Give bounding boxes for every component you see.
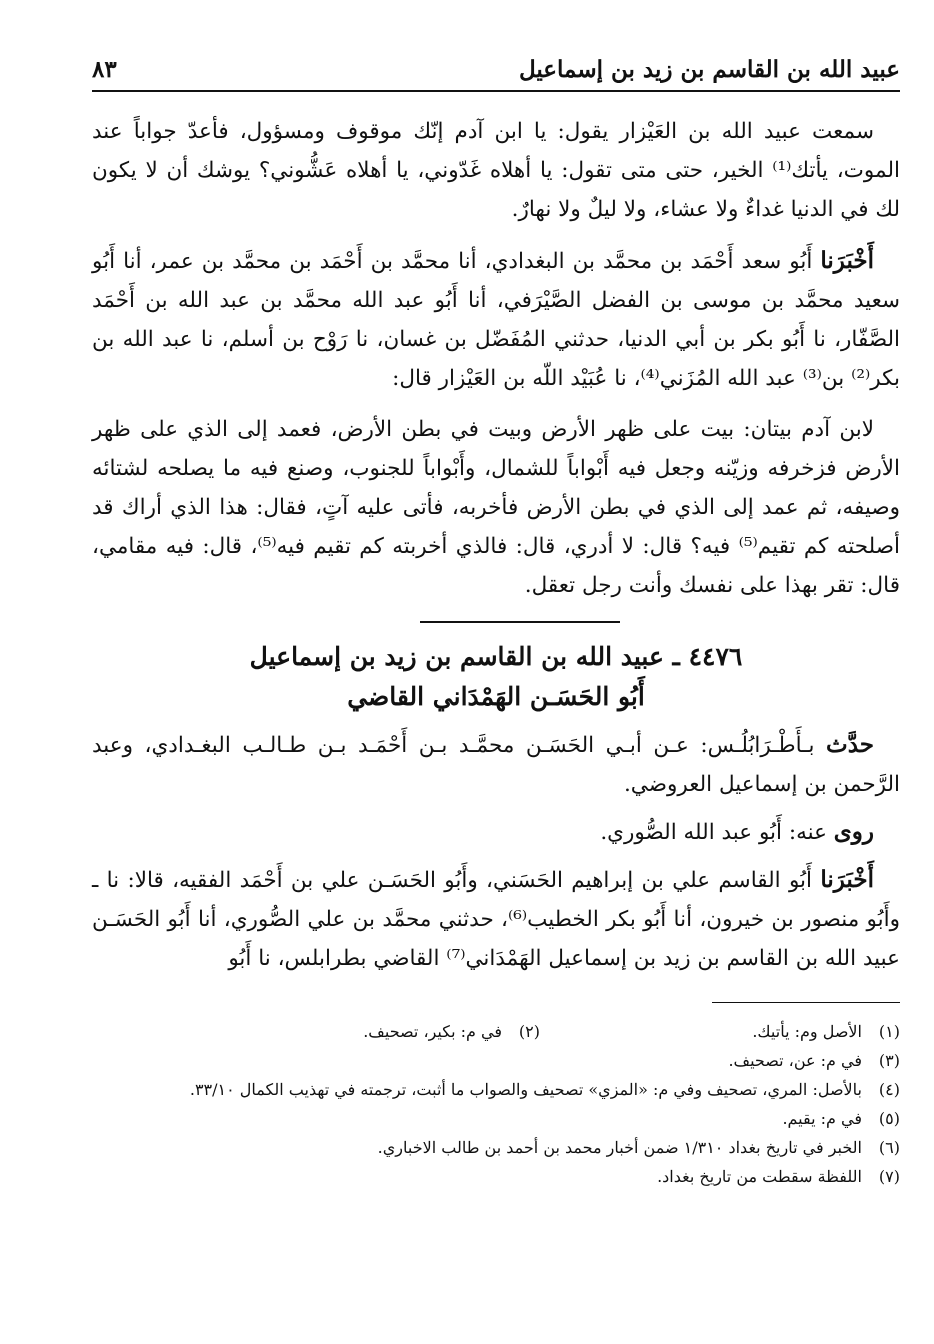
footnote [92, 1104, 900, 1133]
running-title: عبيد الله بن القاسم بن زيد بن إسماعيل [518, 56, 900, 83]
paragraph-hadath [92, 725, 900, 804]
paragraph-text: بـأَطْـرَابُلُـس: عـن أبـي الحَسَـن محمَّـد بـن أَحْمَـد بـن طـالـب البغـدادي، وعبد الرَّحمن بن إسماعيل العروضي. [92, 733, 900, 797]
footnote-text: في م: يقيم. [782, 1109, 862, 1128]
footnote-text: في م: بكير، تصحيف. [363, 1022, 502, 1041]
page-number: ٨٣ [92, 56, 117, 83]
paragraph-text: لابن آدم بيتان: بيت على ظهر الأرض وبيت في بطن الأرض، فعمد إلى الذي على ظهر الأرض فزخرفه وزيّنه وجعل فيه أَبْواباً للشمال، وأَبْواباً للجنوب، وصنع فيه ما يصلحه لشتائه وصيفه، ثم عمد إلى الذي في بطن الأرض فأخربه، فأتى عليه آتٍ، فقال: هذا الذي أراك قد أصلحته كم تقيم⁽⁵⁾ فيه؟ قال: لا أدري، قال: فالذي أخربته كم تقيم فيه⁽⁵⁾، قال: فيه مقامي، قال: تقر بهذا على نفسك وأنت رجل تعقل. [92, 417, 901, 598]
footnote-number: (٧) [878, 1167, 900, 1186]
entry-heading: ٤٤٧٦ ـ عبيد الله بن القاسم بن زيد بن إسماعيل [249, 642, 743, 671]
footnote-text: الخبر في تاريخ بغداد ١/٣١٠ ضمن أخبار محمد بن أحمد بن طالب الاخباري. [377, 1138, 862, 1157]
paragraph-two-houses [92, 410, 900, 605]
paragraph-isnad-1 [92, 241, 900, 398]
footnote [92, 1075, 900, 1104]
hadath-lead-word: حدَّث [826, 731, 874, 758]
footnote-number: (٦) [878, 1138, 900, 1157]
footnote-rule [712, 1002, 900, 1003]
paragraph-narration [92, 112, 900, 229]
footnote-number: (٥) [878, 1109, 900, 1128]
footnote-number: (٢) [518, 1022, 540, 1041]
footnote-text: بالأصل: المري، تصحيف وفي م: «المزي» تصحيف والصواب ما أثبت، ترجمته في تهذيب الكمال ٣٣/١٠. [189, 1080, 862, 1099]
paragraph-text: سمعت عبيد الله بن العَيْزار يقول: يا ابن آدم إنّك موقوف ومسؤول، فأعدّ جواباً عند الموت، يأتك⁽¹⁾ الخير، حتى متى تقول: يا أهلاه غَدّوني، يا أهلاه عَشُّوني؟ يوشك أن لا يكون لك في الدنيا غداءٌ ولا عشاء، ولا ليلٌ ولا نهارٌ. [92, 119, 900, 222]
footnote [92, 1162, 900, 1191]
footnote-text: اللفظة سقطت من تاريخ بغداد. [657, 1167, 862, 1186]
footnote [92, 1046, 900, 1075]
paragraph-text: عنه: أَبُو عبد الله الصُّوري. [600, 820, 827, 845]
footnote-number: (٣) [878, 1051, 900, 1070]
footnote [92, 1133, 900, 1162]
footnote-number: (١) [878, 1022, 900, 1041]
paragraph-isnad-2 [92, 860, 900, 978]
paragraph-text: أَبُو سعد أَحْمَد بن محمَّد بن البغدادي، أنا محمَّد بن أَحْمَد بن محمَّد بن عمر، أنا أَبُو سعيد محمَّد بن موسى بن الفضل الصَّيْرَفي، أنا أَبُو عبد الله محمَّد بن عبد الله بن أَحْمَد الصَّفّار، نا أَبُو بكر بن أبي الدنيا، حدثني المُفَضّل بن غسان، نا رَوْح بن أسلم، نا عبد الله بن بكر⁽²⁾ بن⁽³⁾ عبد الله المُزَني⁽⁴⁾، نا عُبَيْد اللّه بن العَيْزار قال: [92, 249, 900, 391]
footnote-text: الأصل وم: يأتيك. [752, 1022, 862, 1041]
footnote-number: (٤) [878, 1080, 900, 1099]
footnote-text: في م: عن، تصحيف. [728, 1051, 862, 1070]
footnotes [92, 1017, 900, 1191]
rawa-lead-word: روى [833, 818, 874, 845]
paragraph-text: أَبُو القاسم علي بن إبراهيم الحَسَني، وأَبُو الحَسَـن علي بن أَحْمَد الفقيه، قالا: نا ـ وأَبُو منصور بن خيرون، أنا أَبُو بكر الخطيب⁽⁶⁾، حدثني محمَّد بن علي الصُّوري، أنا أَبُو الحَسَـن عبيد الله بن القاسم بن زيد بن إسماعيل الهَمْدَاني⁽⁷⁾ القاضي بطرابلس، نا أَبُو [92, 868, 900, 971]
entry-subheading: أَبُو الحَسَـن الهَمْدَاني القاضي [347, 682, 645, 711]
running-header [92, 50, 900, 92]
footnote [180, 1017, 540, 1046]
footnote [540, 1017, 900, 1046]
isnad-lead-word: أَخْبَرَنا [820, 247, 874, 274]
book-page [92, 50, 900, 1191]
section-divider [420, 621, 620, 623]
isnad-lead-word: أَخْبَرَنا [820, 866, 874, 893]
paragraph-rawa [92, 812, 900, 852]
footnote-row [92, 1017, 900, 1046]
